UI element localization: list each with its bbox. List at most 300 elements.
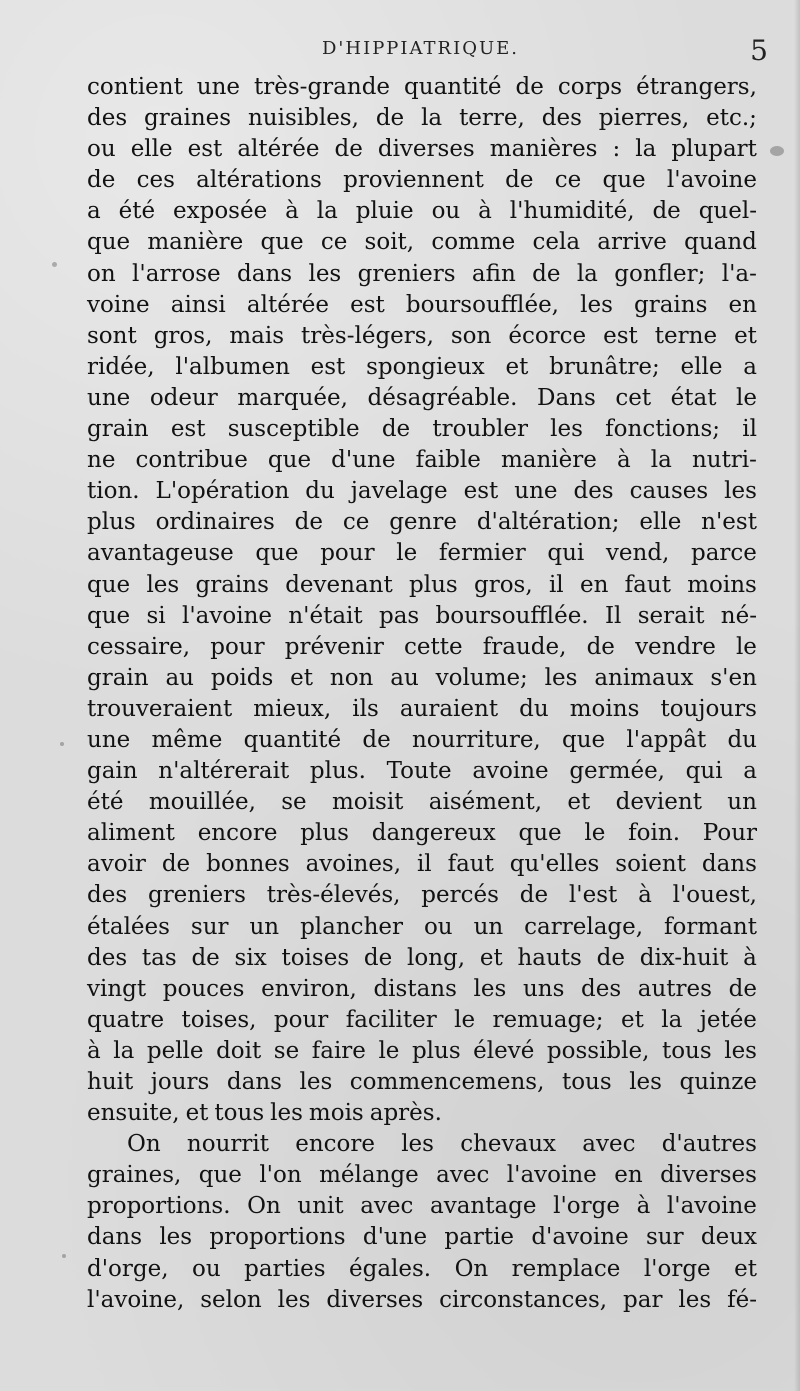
text-line — [87, 383, 757, 414]
word: de — [652, 198, 681, 225]
word: le — [396, 540, 418, 567]
word: proportions — [209, 1224, 346, 1251]
word: l'on — [259, 1162, 302, 1189]
text-line — [87, 694, 757, 725]
word: boursoufflée, — [405, 291, 559, 318]
word: la — [661, 1006, 683, 1033]
word: nourrit — [186, 1131, 269, 1158]
word: ensuite, — [87, 1100, 180, 1127]
word: manière — [147, 229, 244, 256]
text-line — [87, 290, 757, 321]
word: poids — [210, 664, 274, 691]
word: a — [743, 353, 757, 380]
word: dangereux — [371, 820, 496, 847]
word: a — [743, 758, 757, 785]
word: terre, — [459, 105, 525, 132]
word: une — [514, 478, 558, 505]
word: formant — [664, 913, 757, 940]
word: égales. — [348, 1255, 432, 1282]
word: la — [421, 105, 443, 132]
word: ils — [352, 695, 379, 722]
paper-speck — [62, 1254, 66, 1258]
word: de — [161, 851, 191, 878]
text-line — [87, 414, 757, 445]
word: diverses — [326, 1286, 424, 1313]
word: l'orge — [643, 1255, 711, 1282]
word: faut — [447, 851, 494, 878]
word: les — [724, 1037, 757, 1064]
text-line — [87, 601, 757, 632]
word: remplace — [511, 1255, 621, 1282]
word: les — [146, 571, 180, 598]
word: la — [576, 260, 598, 287]
word: en — [614, 1162, 643, 1189]
word: avoir — [87, 851, 146, 878]
word: germée, — [569, 758, 665, 785]
word: genre — [389, 509, 457, 536]
word: parties — [244, 1255, 326, 1282]
word: plus — [409, 571, 458, 598]
word: grain — [87, 416, 149, 443]
word: auraient — [399, 695, 499, 722]
word: trouveraient — [87, 695, 233, 722]
word: l'appât — [626, 726, 707, 753]
word: hauts — [517, 944, 582, 971]
word: en — [728, 291, 757, 318]
word: d'orge, — [87, 1255, 169, 1282]
text-line — [87, 1005, 757, 1036]
word: soit, — [364, 229, 415, 256]
word: nuisibles, — [247, 105, 359, 132]
word: Pour — [702, 820, 757, 847]
word: pour — [273, 1006, 329, 1033]
word: l'avoine — [181, 602, 272, 629]
word: l'a- — [721, 260, 757, 287]
word: etc.; — [706, 105, 757, 132]
word: pluie — [355, 198, 414, 225]
text-line — [87, 756, 757, 787]
text-line — [87, 538, 757, 569]
word: altérations — [196, 167, 322, 194]
word: que — [255, 540, 299, 567]
word: commencemens, — [349, 1069, 545, 1095]
word: diverses — [377, 136, 475, 163]
word: que — [87, 602, 131, 629]
word: de — [728, 975, 757, 1002]
word: pierres, — [598, 105, 690, 132]
word: boursoufflée. — [435, 602, 589, 629]
word: sont — [87, 322, 137, 349]
word: fé- — [727, 1286, 757, 1313]
word: à — [636, 1193, 651, 1220]
text-line — [87, 663, 757, 694]
text-line — [87, 725, 757, 756]
word: le — [378, 1037, 400, 1064]
word: vingt — [87, 975, 147, 1002]
word: l'avoine — [666, 167, 757, 194]
text-line — [87, 165, 757, 196]
word: il — [742, 416, 757, 443]
word: cessaire, — [87, 633, 191, 660]
word: faut — [624, 571, 671, 598]
word: d'autres — [661, 1131, 757, 1158]
word: à — [638, 882, 652, 909]
word: toises, — [181, 1006, 257, 1033]
text-line — [87, 912, 757, 943]
word: diverses — [660, 1162, 757, 1189]
word: selon — [200, 1286, 262, 1313]
word: que — [87, 571, 131, 598]
word: qui — [685, 758, 723, 785]
word: que — [87, 229, 131, 256]
text-line — [87, 1222, 757, 1253]
word: dans — [87, 1224, 143, 1251]
word: ou — [423, 913, 453, 940]
word: à — [743, 944, 757, 971]
word: les — [270, 1100, 303, 1127]
text-line — [87, 1036, 757, 1067]
word: et — [505, 353, 529, 380]
word: est — [310, 353, 346, 380]
word: Toute — [386, 758, 452, 785]
word: moins — [569, 695, 640, 722]
word: gonfler; — [614, 260, 706, 287]
word: pour — [320, 540, 375, 567]
word: que — [562, 726, 606, 753]
word: et — [734, 322, 757, 349]
word: faire — [311, 1037, 366, 1064]
text-line — [87, 352, 757, 383]
word: et — [479, 944, 503, 971]
word: que — [260, 229, 304, 256]
word: la — [316, 198, 338, 225]
word: l'est — [568, 882, 618, 909]
word: six — [234, 944, 267, 971]
word: mais — [229, 322, 285, 349]
word: avoines, — [305, 851, 402, 878]
word: l'arrose — [132, 260, 221, 287]
word: de — [596, 944, 625, 971]
word: pouces — [162, 975, 245, 1002]
paper-speck — [770, 146, 784, 156]
word: les — [401, 1131, 434, 1158]
word: ne — [87, 447, 116, 474]
word: tas — [141, 944, 177, 971]
word: nutri- — [691, 447, 757, 474]
word: les — [629, 1069, 662, 1095]
text-line — [87, 259, 757, 290]
word: la — [635, 136, 657, 163]
word: manières — [489, 136, 598, 163]
word: tion. — [87, 478, 140, 505]
word: est — [463, 478, 499, 505]
word: uns — [522, 975, 565, 1002]
word: on — [87, 260, 116, 287]
word: cette — [404, 633, 463, 660]
word: vend, — [605, 540, 670, 567]
word: des — [87, 882, 128, 909]
word: est — [187, 136, 223, 163]
word: il — [548, 571, 564, 598]
word: de — [519, 882, 549, 909]
word: l'albumen — [175, 353, 290, 380]
word: corps — [557, 74, 623, 100]
word: terne — [654, 322, 718, 349]
word: de — [505, 167, 534, 194]
word: est — [603, 322, 638, 349]
text-line — [87, 507, 757, 538]
word: été — [118, 198, 156, 225]
word: l'avoine, — [87, 1286, 185, 1313]
word: d'une — [362, 1224, 428, 1251]
word: se — [281, 789, 307, 816]
word: plupart — [671, 136, 757, 163]
word: graines, — [87, 1162, 182, 1189]
word: plus — [87, 509, 136, 536]
word: spongieux — [366, 353, 485, 380]
text-line — [87, 849, 757, 880]
word: est — [350, 291, 385, 318]
text-line — [87, 134, 757, 165]
word: contient — [87, 74, 183, 100]
word: n'était — [288, 602, 363, 629]
word: arrive — [597, 229, 667, 256]
word: de — [363, 944, 393, 971]
word: ou — [191, 1255, 221, 1282]
text-line — [87, 227, 757, 258]
word: une — [196, 74, 241, 100]
word: non — [329, 664, 374, 691]
word: la — [650, 447, 672, 474]
word: est — [170, 416, 206, 443]
word: ou — [87, 136, 116, 163]
word: état — [670, 384, 717, 411]
word: les — [159, 1224, 193, 1251]
word: les — [473, 975, 507, 1002]
word: quel- — [698, 198, 757, 225]
word: les — [580, 291, 613, 318]
word: l'humidité, — [509, 198, 635, 225]
word: le — [735, 633, 757, 660]
word: les — [550, 416, 583, 443]
text-line — [87, 1254, 757, 1285]
word: au — [390, 664, 419, 691]
word: de — [586, 633, 615, 660]
word: unit — [297, 1193, 344, 1220]
word: nourriture, — [411, 726, 541, 753]
word: si — [146, 602, 166, 629]
word: né- — [720, 602, 757, 629]
text-line — [87, 632, 757, 663]
word: sur — [645, 1224, 684, 1251]
word: ces — [136, 167, 175, 194]
word: des — [87, 105, 128, 132]
body-text — [87, 72, 757, 1316]
word: soient — [615, 851, 686, 878]
word: grains — [634, 291, 708, 318]
word: d'altération; — [476, 509, 620, 536]
word: les — [277, 1286, 311, 1313]
word: dans — [701, 851, 757, 878]
word: l'avoine — [506, 1162, 597, 1189]
word: fraude, — [482, 633, 567, 660]
word: toises — [281, 944, 350, 971]
word: que — [267, 447, 312, 474]
word: tous — [561, 1069, 612, 1095]
word: distans — [373, 975, 457, 1002]
text-line — [87, 196, 757, 227]
text-line — [87, 103, 757, 134]
word: cet — [615, 384, 652, 411]
word: l'ouest, — [672, 882, 757, 909]
word: dix-huit — [639, 944, 729, 971]
text-line — [87, 570, 757, 601]
word: volume; — [435, 664, 528, 691]
text-line — [87, 880, 757, 911]
word: mouillée, — [148, 789, 256, 816]
word: l'avoine — [666, 1193, 757, 1220]
text-line — [87, 321, 757, 352]
text-line — [87, 1129, 757, 1160]
word: moisit — [332, 789, 404, 816]
word: qu'elles — [509, 851, 600, 878]
word: graines — [144, 105, 232, 132]
word: plus. — [309, 758, 366, 785]
word: manière — [500, 447, 597, 474]
word: cela — [532, 229, 581, 256]
word: par — [623, 1286, 663, 1313]
running-title: D'HIPPIATRIQUE. — [322, 38, 519, 59]
word: greniers — [357, 260, 456, 287]
word: avantage — [430, 1193, 537, 1220]
word: pour — [210, 633, 265, 660]
word: devenant — [285, 571, 393, 598]
word: percés — [421, 882, 499, 909]
word: plancher — [300, 913, 403, 940]
word: ce — [554, 167, 582, 194]
word: long, — [407, 944, 466, 971]
word: possible, — [546, 1037, 650, 1064]
word: ou — [431, 198, 461, 225]
word: greniers — [147, 882, 246, 909]
word: a — [87, 198, 101, 225]
word: de — [362, 726, 391, 753]
word: et — [734, 1255, 757, 1282]
word: causes — [629, 478, 709, 505]
word: que — [198, 1162, 242, 1189]
word: il — [416, 851, 432, 878]
word: gros, — [473, 571, 533, 598]
word: proviennent — [343, 167, 484, 194]
word: quantité — [404, 74, 502, 100]
word: gros, — [153, 322, 213, 349]
word: de — [515, 74, 544, 100]
word: bonnes — [206, 851, 290, 878]
word: aliment — [87, 820, 175, 847]
word: les — [308, 260, 342, 287]
word: faciliter — [345, 1006, 437, 1033]
word: un — [473, 913, 504, 940]
word: encore — [295, 1131, 375, 1158]
word: ce — [320, 229, 348, 256]
word: jetée — [699, 1006, 757, 1033]
word: ainsi — [170, 291, 226, 318]
word: les — [299, 1069, 333, 1095]
word: troubler — [432, 416, 528, 443]
word: contribue — [135, 447, 248, 474]
word: mois — [308, 1100, 364, 1127]
word: des — [581, 975, 622, 1002]
text-line — [87, 445, 757, 476]
word: un — [727, 789, 757, 816]
word: son — [450, 322, 492, 349]
word: avec — [436, 1162, 490, 1189]
word: partie — [444, 1224, 515, 1251]
text-line — [87, 787, 757, 818]
word: très-légers, — [301, 322, 434, 349]
word: les — [724, 478, 757, 505]
word: avec — [582, 1131, 636, 1158]
word: odeur — [149, 384, 218, 411]
text-line — [87, 1098, 757, 1129]
word: quand — [684, 229, 757, 256]
word: en — [579, 571, 609, 598]
word: sur — [190, 913, 229, 940]
word: remuage; — [492, 1006, 604, 1033]
word: de — [532, 260, 561, 287]
word: à — [87, 1037, 101, 1064]
word: environ, — [261, 975, 357, 1002]
word: le — [454, 1006, 476, 1033]
word: huit — [87, 1069, 134, 1095]
word: même — [151, 726, 223, 753]
word: l'orge — [553, 1193, 620, 1220]
word: susceptible — [227, 416, 360, 443]
word: ordinaires — [155, 509, 275, 536]
word: proportions. — [87, 1193, 231, 1220]
paper-speck — [60, 742, 64, 746]
word: écorce — [508, 322, 587, 349]
word: quantité — [243, 726, 342, 753]
word: de — [294, 509, 323, 536]
word: de — [381, 416, 411, 443]
word: Il — [604, 602, 622, 629]
word: été — [87, 789, 124, 816]
word: se — [273, 1037, 300, 1064]
word: altérée — [237, 136, 320, 163]
word: le — [736, 384, 757, 411]
word: avoine — [472, 758, 549, 785]
word: deux — [700, 1224, 757, 1251]
text-line — [87, 943, 757, 974]
word: n'est — [701, 509, 757, 536]
word: On — [247, 1193, 281, 1220]
word: dans — [226, 1069, 282, 1095]
text-line — [87, 974, 757, 1005]
text-line — [87, 476, 757, 507]
word: tous — [214, 1100, 265, 1127]
word: que — [602, 167, 646, 194]
text-line — [87, 1191, 757, 1222]
word: une — [87, 726, 131, 753]
word: fermier — [438, 540, 526, 567]
word: prévenir — [284, 633, 384, 660]
word: de — [334, 136, 363, 163]
word: : — [612, 136, 621, 163]
word: voine — [87, 291, 150, 318]
word: de — [87, 167, 116, 194]
word: On — [127, 1131, 161, 1158]
